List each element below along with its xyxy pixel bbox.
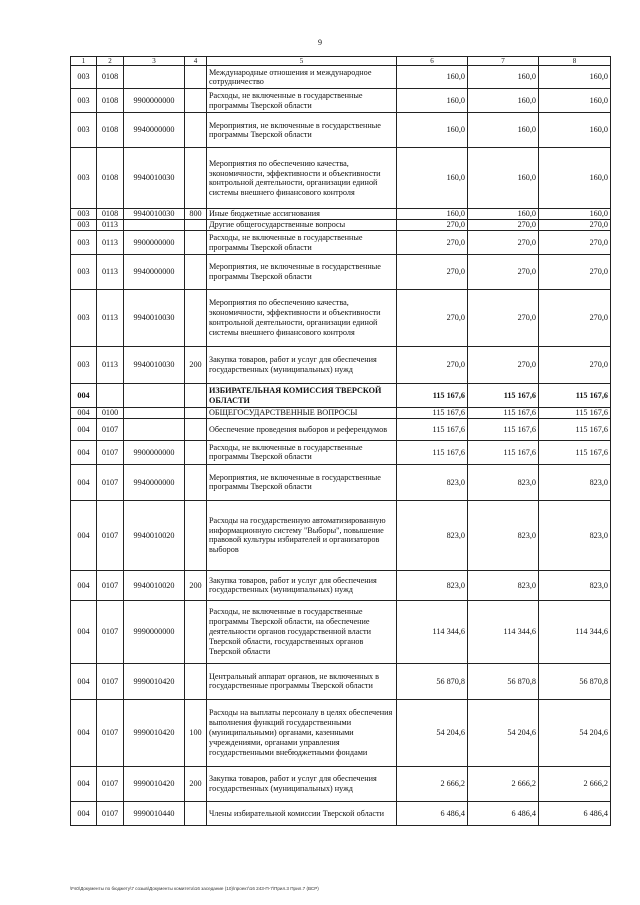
amount-year1-cell: 270,0	[397, 347, 468, 384]
expense-type-cell	[185, 408, 207, 419]
expense-type-cell: 800	[185, 209, 207, 220]
description-cell: Мероприятия, не включенные в государственные программы Тверской области	[207, 255, 397, 290]
admin-code-cell: 003	[71, 89, 97, 113]
target-article-cell	[124, 66, 185, 89]
description-cell: Международные отношения и международное сотрудничество	[207, 66, 397, 89]
expense-type-cell: 200	[185, 766, 207, 801]
table-row	[71, 570, 611, 600]
description-cell: Расходы, не включенные в государственные программы Тверской области	[207, 440, 397, 464]
amount-year3-cell: 115 167,6	[539, 418, 611, 440]
table-row	[71, 347, 611, 384]
amount-year1-cell: 823,0	[397, 464, 468, 500]
target-article-cell: 9940010030	[124, 290, 185, 347]
amount-year1-cell: 160,0	[397, 89, 468, 113]
admin-code-cell: 004	[71, 699, 97, 766]
target-article-cell: 9940010030	[124, 148, 185, 209]
amount-year2-cell: 160,0	[468, 148, 539, 209]
amount-year2-cell: 56 870,8	[468, 663, 539, 699]
section-code-cell: 0107	[97, 570, 124, 600]
amount-year2-cell: 270,0	[468, 347, 539, 384]
amount-year3-cell: 160,0	[539, 113, 611, 148]
description-cell: Расходы, не включенные в государственные программы Тверской области	[207, 89, 397, 113]
target-article-cell: 9940010020	[124, 500, 185, 570]
description-cell: Закупка товаров, работ и услуг для обеспечения государственных (муниципальных) нужд	[207, 766, 397, 801]
amount-year3-cell: 54 204,6	[539, 699, 611, 766]
table-row	[71, 801, 611, 825]
section-code-cell: 0107	[97, 440, 124, 464]
section-code-cell: 0108	[97, 113, 124, 148]
target-article-cell: 9990010420	[124, 663, 185, 699]
amount-year3-cell: 160,0	[539, 66, 611, 89]
table-row	[71, 384, 611, 408]
expense-type-cell	[185, 220, 207, 231]
amount-year3-cell: 270,0	[539, 231, 611, 255]
column-header: 5	[207, 57, 397, 66]
section-code-cell: 0113	[97, 231, 124, 255]
table-row	[71, 113, 611, 148]
admin-code-cell: 004	[71, 766, 97, 801]
table-row	[71, 209, 611, 220]
amount-year3-cell: 115 167,6	[539, 440, 611, 464]
section-code-cell: 0107	[97, 699, 124, 766]
amount-year3-cell: 270,0	[539, 290, 611, 347]
admin-code-cell: 003	[71, 255, 97, 290]
section-code-cell: 0113	[97, 220, 124, 231]
target-article-cell: 9940010020	[124, 570, 185, 600]
expense-type-cell: 100	[185, 699, 207, 766]
column-header: 4	[185, 57, 207, 66]
target-article-cell: 9940000000	[124, 464, 185, 500]
amount-year1-cell: 160,0	[397, 209, 468, 220]
section-code-cell: 0107	[97, 766, 124, 801]
target-article-cell	[124, 384, 185, 408]
amount-year1-cell: 56 870,8	[397, 663, 468, 699]
table-row	[71, 255, 611, 290]
section-code-cell: 0108	[97, 148, 124, 209]
admin-code-cell: 003	[71, 209, 97, 220]
target-article-cell	[124, 408, 185, 419]
amount-year1-cell: 115 167,6	[397, 384, 468, 408]
description-cell: Иные бюджетные ассигнования	[207, 209, 397, 220]
table-row	[71, 600, 611, 663]
amount-year2-cell: 160,0	[468, 66, 539, 89]
table-row	[71, 408, 611, 419]
amount-year3-cell: 160,0	[539, 89, 611, 113]
admin-code-cell: 004	[71, 663, 97, 699]
section-code-cell: 0108	[97, 66, 124, 89]
section-code-cell	[97, 384, 124, 408]
section-code-cell: 0107	[97, 801, 124, 825]
expense-type-cell	[185, 500, 207, 570]
amount-year2-cell: 160,0	[468, 113, 539, 148]
table-row	[71, 440, 611, 464]
amount-year1-cell: 160,0	[397, 148, 468, 209]
amount-year3-cell: 56 870,8	[539, 663, 611, 699]
expense-type-cell	[185, 418, 207, 440]
target-article-cell: 9940000000	[124, 255, 185, 290]
amount-year3-cell: 160,0	[539, 209, 611, 220]
amount-year2-cell: 270,0	[468, 255, 539, 290]
table-row	[71, 418, 611, 440]
expense-type-cell	[185, 464, 207, 500]
amount-year2-cell: 270,0	[468, 290, 539, 347]
amount-year1-cell: 270,0	[397, 255, 468, 290]
amount-year2-cell: 6 486,4	[468, 801, 539, 825]
target-article-cell: 9990010420	[124, 766, 185, 801]
admin-code-cell: 004	[71, 408, 97, 419]
amount-year3-cell: 270,0	[539, 347, 611, 384]
column-header-row	[71, 57, 611, 66]
table-row	[71, 231, 611, 255]
amount-year1-cell: 54 204,6	[397, 699, 468, 766]
amount-year1-cell: 270,0	[397, 231, 468, 255]
amount-year2-cell: 54 204,6	[468, 699, 539, 766]
amount-year2-cell: 2 666,2	[468, 766, 539, 801]
description-cell: Закупка товаров, работ и услуг для обеспечения государственных (муниципальных) нужд	[207, 347, 397, 384]
target-article-cell: 9940010030	[124, 347, 185, 384]
section-code-cell: 0107	[97, 464, 124, 500]
column-header: 3	[124, 57, 185, 66]
section-code-cell: 0107	[97, 600, 124, 663]
page-number: 9	[318, 38, 322, 47]
admin-code-cell: 004	[71, 384, 97, 408]
table-row	[71, 66, 611, 89]
table-row	[71, 464, 611, 500]
section-code-cell: 0107	[97, 663, 124, 699]
target-article-cell: 9900000000	[124, 440, 185, 464]
target-article-cell: 9940010030	[124, 209, 185, 220]
section-code-cell: 0113	[97, 255, 124, 290]
description-cell: Мероприятия, не включенные в государственные программы Тверской области	[207, 464, 397, 500]
admin-code-cell: 004	[71, 801, 97, 825]
description-cell: Члены избирательной комиссии Тверской области	[207, 801, 397, 825]
table-row	[71, 148, 611, 209]
admin-code-cell: 004	[71, 570, 97, 600]
expense-type-cell	[185, 384, 207, 408]
amount-year2-cell: 160,0	[468, 89, 539, 113]
description-cell: ИЗБИРАТЕЛЬНАЯ КОМИССИЯ ТВЕРСКОЙ ОБЛАСТИ	[207, 384, 397, 408]
expense-type-cell	[185, 801, 207, 825]
amount-year3-cell: 160,0	[539, 148, 611, 209]
column-header: 7	[468, 57, 539, 66]
expense-type-cell	[185, 290, 207, 347]
amount-year2-cell: 115 167,6	[468, 440, 539, 464]
description-cell: Центральный аппарат органов, не включенных в государственные программы Тверской области	[207, 663, 397, 699]
description-cell: Расходы, не включенные в государственные программы Тверской области	[207, 231, 397, 255]
target-article-cell: 9990000000	[124, 600, 185, 663]
amount-year2-cell: 823,0	[468, 570, 539, 600]
amount-year3-cell: 823,0	[539, 570, 611, 600]
target-article-cell: 9900000000	[124, 231, 185, 255]
column-header: 6	[397, 57, 468, 66]
admin-code-cell: 003	[71, 220, 97, 231]
description-cell: Обеспечение проведения выборов и референдумов	[207, 418, 397, 440]
description-cell: Расходы на выплаты персоналу в целях обеспечения выполнения функций государственными (муниципальными) органами, казенными учреждениями, органами управления государственными внебюджетными фондами	[207, 699, 397, 766]
amount-year1-cell: 115 167,6	[397, 440, 468, 464]
amount-year3-cell: 2 666,2	[539, 766, 611, 801]
section-code-cell: 0113	[97, 347, 124, 384]
footer-file-path: \Fs0\Документы по бюджету\7 созыв\Документы комитета\16 заседание (10)\проект\16 243-П-7\Прил.3 Прил.7 (ВСР)	[70, 886, 319, 891]
target-article-cell	[124, 220, 185, 231]
table-row	[71, 220, 611, 231]
admin-code-cell: 003	[71, 347, 97, 384]
amount-year3-cell: 115 167,6	[539, 384, 611, 408]
admin-code-cell: 003	[71, 290, 97, 347]
table-row	[71, 766, 611, 801]
target-article-cell: 9990010420	[124, 699, 185, 766]
admin-code-cell: 004	[71, 440, 97, 464]
section-code-cell: 0107	[97, 500, 124, 570]
admin-code-cell: 004	[71, 600, 97, 663]
expense-type-cell	[185, 600, 207, 663]
expense-type-cell	[185, 148, 207, 209]
table-row	[71, 663, 611, 699]
column-header: 8	[539, 57, 611, 66]
amount-year2-cell: 270,0	[468, 231, 539, 255]
admin-code-cell: 003	[71, 113, 97, 148]
amount-year2-cell: 270,0	[468, 220, 539, 231]
amount-year1-cell: 115 167,6	[397, 408, 468, 419]
description-cell: Закупка товаров, работ и услуг для обеспечения государственных (муниципальных) нужд	[207, 570, 397, 600]
column-header: 1	[71, 57, 97, 66]
description-cell: Расходы, не включенные в государственные программы Тверской области, на обеспечение деятельности органов государственной власти Тверской области, государственных органов Тверской области	[207, 600, 397, 663]
expense-type-cell	[185, 440, 207, 464]
amount-year2-cell: 114 344,6	[468, 600, 539, 663]
amount-year1-cell: 270,0	[397, 220, 468, 231]
table-row	[71, 290, 611, 347]
section-code-cell: 0108	[97, 89, 124, 113]
description-cell: Расходы на государственную автоматизированную информационную систему "Выборы", повышение правовой культуры избирателей и организаторов выборов	[207, 500, 397, 570]
column-header: 2	[97, 57, 124, 66]
expense-type-cell: 200	[185, 347, 207, 384]
amount-year1-cell: 823,0	[397, 570, 468, 600]
amount-year1-cell: 270,0	[397, 290, 468, 347]
section-code-cell: 0113	[97, 290, 124, 347]
amount-year1-cell: 2 666,2	[397, 766, 468, 801]
amount-year1-cell: 6 486,4	[397, 801, 468, 825]
admin-code-cell: 004	[71, 464, 97, 500]
amount-year3-cell: 823,0	[539, 500, 611, 570]
admin-code-cell: 004	[71, 500, 97, 570]
amount-year3-cell: 6 486,4	[539, 801, 611, 825]
admin-code-cell: 003	[71, 231, 97, 255]
amount-year3-cell: 270,0	[539, 255, 611, 290]
expense-type-cell	[185, 66, 207, 89]
amount-year2-cell: 115 167,6	[468, 408, 539, 419]
target-article-cell: 9940000000	[124, 113, 185, 148]
amount-year1-cell: 160,0	[397, 66, 468, 89]
amount-year3-cell: 270,0	[539, 220, 611, 231]
budget-table	[70, 56, 611, 826]
amount-year3-cell: 115 167,6	[539, 408, 611, 419]
amount-year1-cell: 823,0	[397, 500, 468, 570]
description-cell: Другие общегосударственные вопросы	[207, 220, 397, 231]
description-cell: Мероприятия по обеспечению качества, экономичности, эффективности и объективности контрольной деятельности, организации единой системы внешнего финансового контроля	[207, 148, 397, 209]
amount-year1-cell: 114 344,6	[397, 600, 468, 663]
target-article-cell: 9990010440	[124, 801, 185, 825]
table-row	[71, 500, 611, 570]
table-row	[71, 699, 611, 766]
amount-year3-cell: 823,0	[539, 464, 611, 500]
target-article-cell	[124, 418, 185, 440]
amount-year2-cell: 160,0	[468, 209, 539, 220]
admin-code-cell: 003	[71, 66, 97, 89]
description-cell: ОБЩЕГОСУДАРСТВЕННЫЕ ВОПРОСЫ	[207, 408, 397, 419]
description-cell: Мероприятия по обеспечению качества, экономичности, эффективности и объективности контрольной деятельности, организации единой системы внешнего финансового контроля	[207, 290, 397, 347]
expense-type-cell	[185, 89, 207, 113]
target-article-cell: 9900000000	[124, 89, 185, 113]
expense-type-cell: 200	[185, 570, 207, 600]
expense-type-cell	[185, 113, 207, 148]
amount-year1-cell: 160,0	[397, 113, 468, 148]
admin-code-cell: 004	[71, 418, 97, 440]
section-code-cell: 0107	[97, 418, 124, 440]
expense-type-cell	[185, 255, 207, 290]
amount-year1-cell: 115 167,6	[397, 418, 468, 440]
description-cell: Мероприятия, не включенные в государственные программы Тверской области	[207, 113, 397, 148]
amount-year3-cell: 114 344,6	[539, 600, 611, 663]
admin-code-cell: 003	[71, 148, 97, 209]
expense-type-cell	[185, 231, 207, 255]
expense-type-cell	[185, 663, 207, 699]
amount-year2-cell: 823,0	[468, 500, 539, 570]
amount-year2-cell: 115 167,6	[468, 384, 539, 408]
table-row	[71, 89, 611, 113]
amount-year2-cell: 823,0	[468, 464, 539, 500]
section-code-cell: 0108	[97, 209, 124, 220]
section-code-cell: 0100	[97, 408, 124, 419]
amount-year2-cell: 115 167,6	[468, 418, 539, 440]
